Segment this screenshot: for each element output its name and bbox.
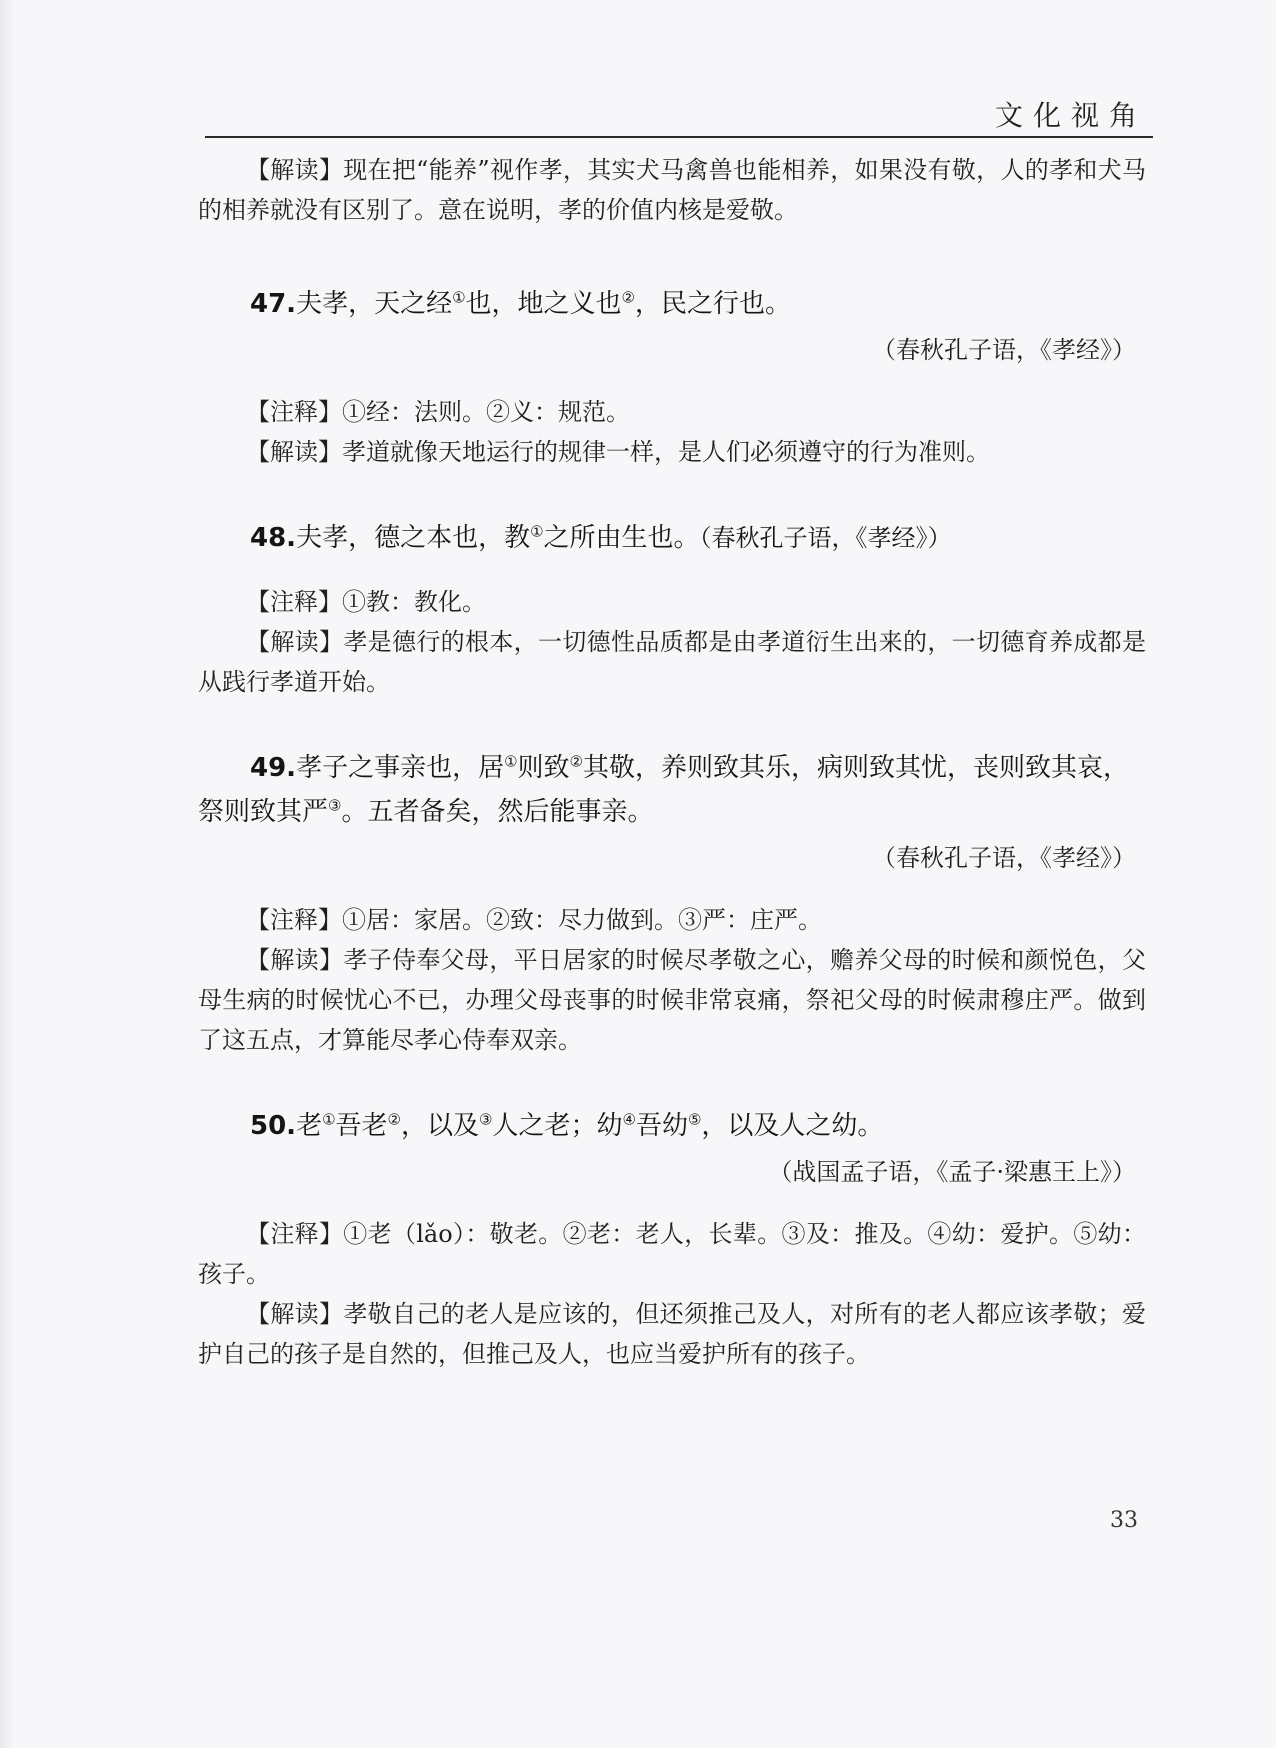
entry-quote [198, 1104, 1146, 1148]
entry-number: 49. [250, 753, 297, 783]
entry-50 [198, 1104, 1146, 1374]
entry-source: （战国孟子语，《孟子·梁惠王上》） [768, 1158, 1136, 1186]
entry-source: （春秋孔子语，《孝经》） [872, 844, 1136, 872]
zhushi-tag: 【注释】 [246, 588, 342, 616]
quote-text: 老 [296, 1111, 323, 1141]
note-marker: ③ [479, 1110, 493, 1129]
zhushi [198, 582, 1146, 622]
entry-quote [198, 282, 1146, 326]
quote-text: ，以及 [401, 1111, 480, 1141]
intro-jiedu [198, 150, 1146, 230]
jiedu-tag: 【解读】 [246, 1300, 344, 1328]
page-edge [0, 0, 14, 1748]
note-marker: ⑤ [687, 1110, 702, 1129]
quote-text: 之所由生也。 [543, 523, 700, 553]
entry-48 [198, 516, 1146, 702]
quote-text: 。五者备矣，然后能事亲。 [341, 797, 654, 827]
note-marker: ① [452, 288, 466, 307]
note-marker: ① [530, 522, 544, 541]
zhushi [198, 900, 1146, 940]
quote-text: 吾幼 [635, 1111, 688, 1141]
zhushi-tag: 【注释】 [246, 398, 342, 426]
quote-text: 也，地之义也 [465, 289, 622, 319]
entry-notes [198, 1214, 1146, 1374]
quote-text: 夫孝，天之经 [296, 289, 453, 319]
entry-notes [198, 392, 1146, 472]
jiedu [198, 432, 1146, 472]
note-marker: ① [322, 1110, 336, 1129]
zhushi-text: ①居：家居。②致：尽力做到。③严：庄严。 [342, 906, 822, 934]
zhushi-text: ①教：教化。 [342, 588, 486, 616]
jiedu-tag: 【解读】 [246, 946, 344, 974]
note-marker: ④ [622, 1110, 636, 1129]
jiedu-tag: 【解读】 [246, 156, 344, 184]
running-header [205, 92, 1153, 138]
jiedu-text: 孝是德行的根本，一切德性品质都是由孝道衍生出来的，一切德育养成都是从践行孝道开始。 [198, 628, 1147, 696]
zhushi-tag: 【注释】 [246, 1220, 344, 1248]
entry-49 [198, 746, 1146, 1060]
jiedu-text: 孝道就像天地运行的规律一样，是人们必须遵守的行为准则。 [342, 438, 990, 466]
quote-text: 吾老 [335, 1111, 388, 1141]
note-marker: ② [387, 1110, 401, 1129]
entry-number: 48. [250, 523, 297, 553]
quote-text: 其敬，养则致其乐，病则致其忧，丧则致其哀，祭则致其严 [198, 753, 1130, 827]
entry-source: （春秋孔子语，《孝经》） [872, 336, 1136, 364]
entry-number: 50. [250, 1111, 297, 1141]
jiedu [198, 940, 1146, 1060]
zhushi-tag: 【注释】 [246, 906, 342, 934]
entry-notes [198, 900, 1146, 1060]
jiedu-text: 现在把“能养”视作孝，其实犬马禽兽也能相养，如果没有敬，人的孝和犬马的相养就没有区别了。意在说明，孝的价值内核是爱敬。 [198, 156, 1147, 224]
note-marker: ② [569, 752, 583, 771]
entry-source: （春秋孔子语，《孝经》） [699, 524, 952, 552]
page-number: 33 [1110, 1508, 1138, 1533]
entry-quote [198, 746, 1146, 834]
entry-notes [198, 582, 1146, 702]
quote-text: ，民之行也。 [635, 289, 792, 319]
jiedu-text: 孝敬自己的老人是应该的，但还须推己及人，对所有的老人都应该孝敬；爱护自己的孩子是自然的，但推己及人，也应当爱护所有的孩子。 [198, 1300, 1147, 1368]
zhushi [198, 392, 1146, 432]
zhushi-text: ①老（lǎo）：敬老。②老：老人，长辈。③及：推及。④幼：爱护。⑤幼：孩子。 [198, 1220, 1147, 1288]
jiedu-tag: 【解读】 [246, 628, 344, 656]
jiedu [198, 622, 1146, 702]
note-marker: ① [504, 752, 518, 771]
quote-text: 孝子之事亲也，居 [296, 753, 505, 783]
zhushi-text: ①经：法则。②义：规范。 [342, 398, 630, 426]
note-marker: ③ [328, 796, 342, 815]
jiedu-text: 孝子侍奉父母，平日居家的时候尽孝敬之心，赡养父母的时候和颜悦色，父母生病的时候忧心不已，办理父母丧事的时候非常哀痛，祭祀父母的时候肃穆庄严。做到了这五点，才算能尽孝心侍奉双亲。 [198, 946, 1147, 1054]
jiedu [198, 1294, 1146, 1374]
quote-text: 人之老；幼 [492, 1111, 623, 1141]
note-marker: ② [621, 288, 635, 307]
quote-text: 夫孝，德之本也，教 [296, 523, 531, 553]
zhushi [198, 1214, 1146, 1294]
jiedu-tag: 【解读】 [246, 438, 342, 466]
entry-quote [198, 516, 1146, 560]
header-title: 文化视角 [994, 99, 1147, 132]
entry-47 [198, 282, 1146, 472]
quote-text: 则致 [517, 753, 570, 783]
entry-number: 47. [250, 289, 297, 319]
page-content [198, 150, 1146, 1374]
quote-text: ，以及人之幼。 [701, 1111, 884, 1141]
